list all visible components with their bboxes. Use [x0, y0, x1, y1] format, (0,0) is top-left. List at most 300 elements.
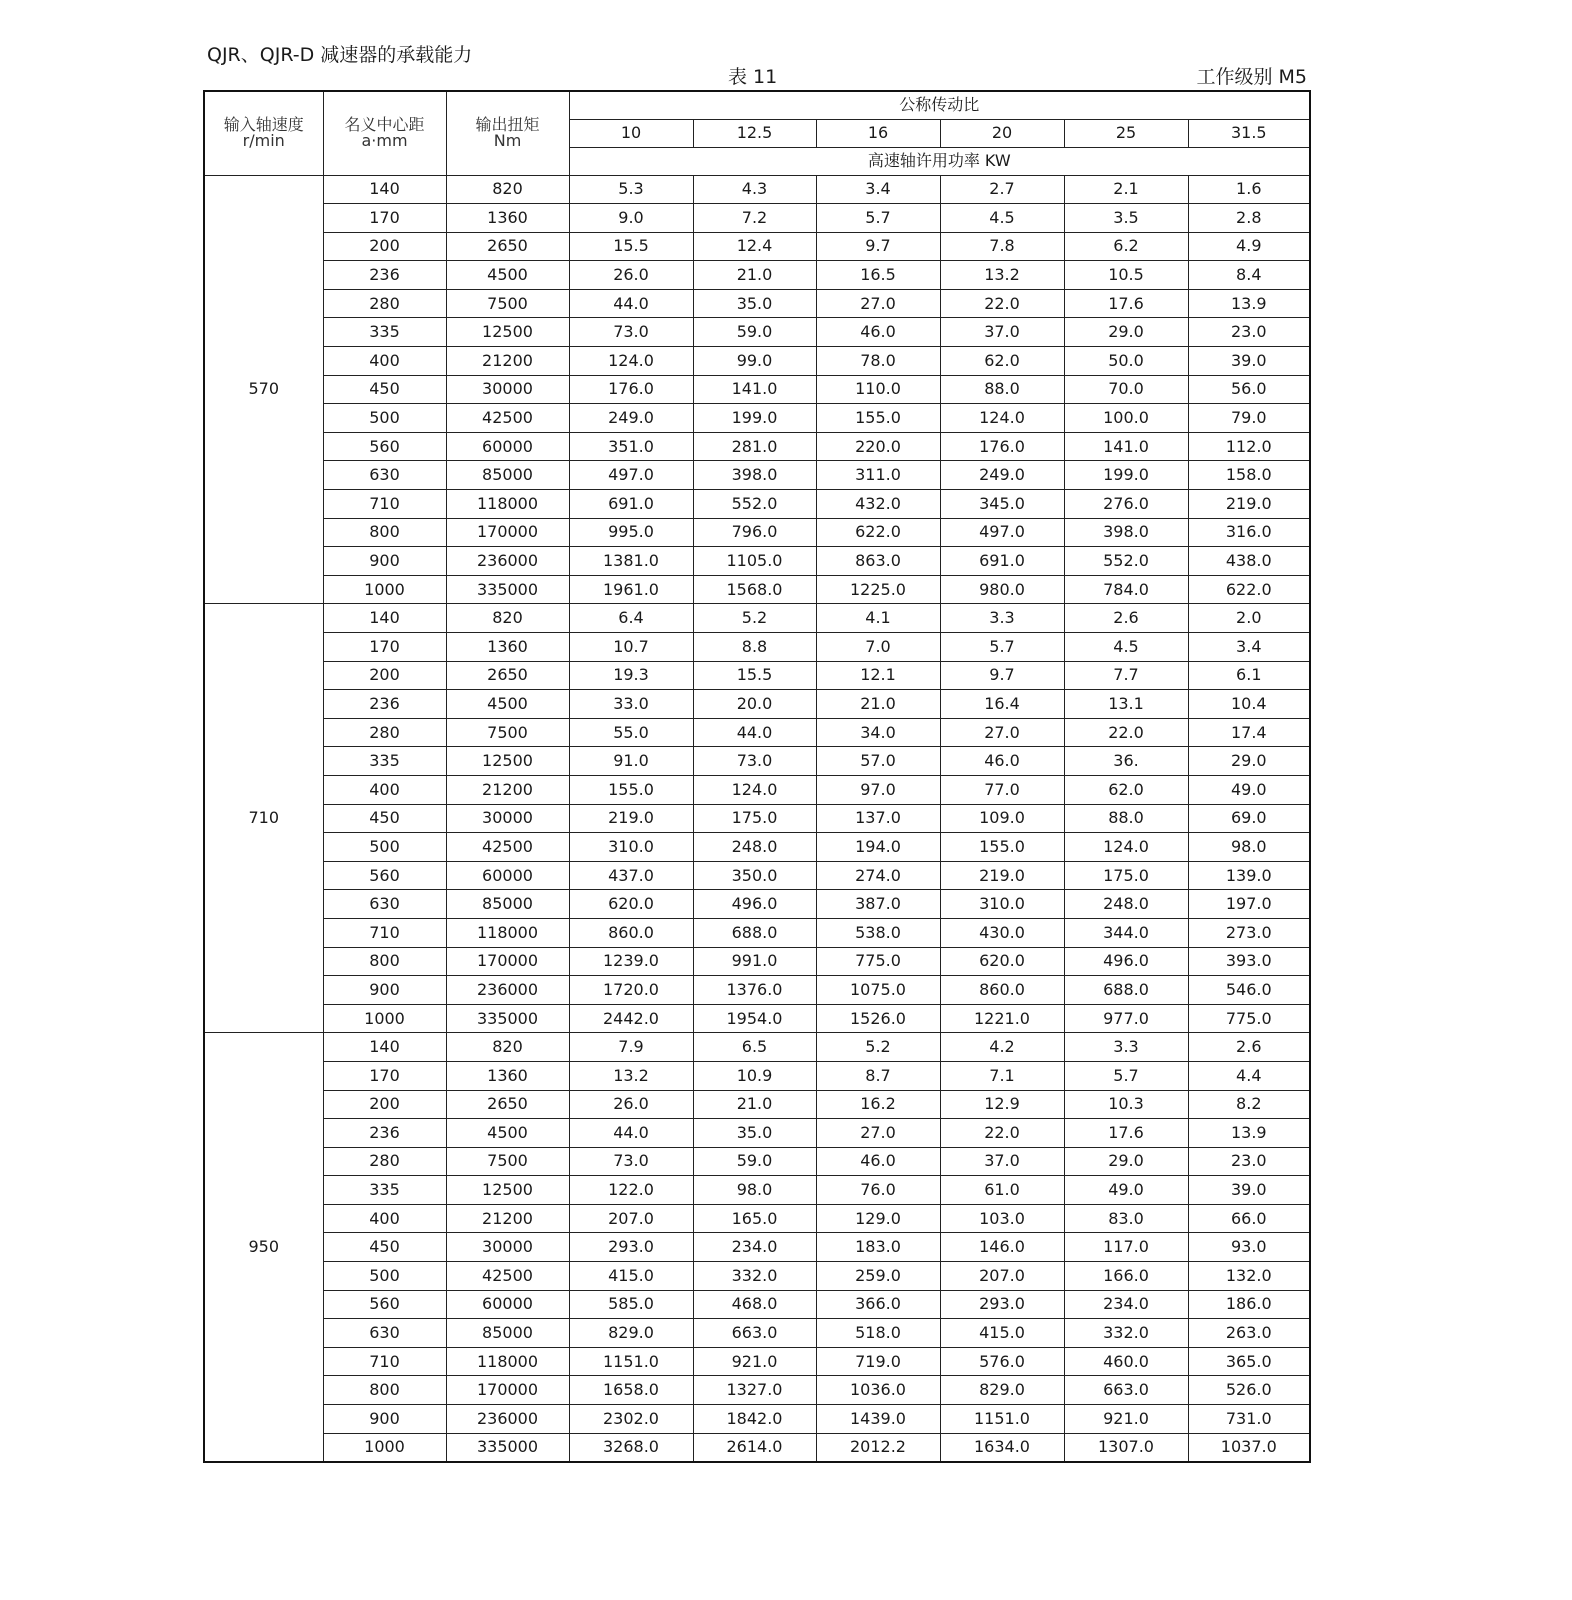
output-torque-cell: 85000 [446, 461, 569, 490]
power-cell: 13.9 [1188, 289, 1310, 318]
output-torque-cell: 60000 [446, 1290, 569, 1319]
power-cell: 194.0 [816, 833, 940, 862]
power-cell: 27.0 [816, 1119, 940, 1148]
power-cell: 345.0 [940, 490, 1064, 519]
table-row [204, 747, 1310, 776]
power-cell: 13.1 [1064, 690, 1188, 719]
power-cell: 70.0 [1064, 375, 1188, 404]
output-torque-cell: 2650 [446, 232, 569, 261]
power-cell: 1307.0 [1064, 1433, 1188, 1462]
table-row [204, 461, 1310, 490]
power-cell: 980.0 [940, 575, 1064, 604]
header-center-distance-label: 名义中心距 [344, 115, 425, 135]
power-cell: 293.0 [569, 1233, 693, 1262]
table-row [204, 1290, 1310, 1319]
power-cell: 1075.0 [816, 976, 940, 1005]
power-cell: 6.4 [569, 604, 693, 633]
power-cell: 350.0 [693, 861, 816, 890]
power-cell: 7.8 [940, 232, 1064, 261]
power-cell: 62.0 [1064, 775, 1188, 804]
power-cell: 7.7 [1064, 661, 1188, 690]
center-distance-cell: 335 [323, 747, 446, 776]
center-distance-cell: 400 [323, 775, 446, 804]
power-cell: 219.0 [569, 804, 693, 833]
output-torque-cell: 118000 [446, 1347, 569, 1376]
center-distance-cell: 280 [323, 1147, 446, 1176]
table-row [204, 1433, 1310, 1462]
power-cell: 365.0 [1188, 1347, 1310, 1376]
center-distance-cell: 450 [323, 375, 446, 404]
center-distance-cell: 200 [323, 661, 446, 690]
power-cell: 2.0 [1188, 604, 1310, 633]
power-cell: 2.6 [1188, 1033, 1310, 1062]
power-cell: 9.7 [940, 661, 1064, 690]
power-cell: 88.0 [1064, 804, 1188, 833]
power-cell: 620.0 [940, 947, 1064, 976]
output-torque-cell: 42500 [446, 833, 569, 862]
power-cell: 1105.0 [693, 547, 816, 576]
power-cell: 83.0 [1064, 1204, 1188, 1233]
power-cell: 991.0 [693, 947, 816, 976]
center-distance-cell: 280 [323, 718, 446, 747]
power-cell: 526.0 [1188, 1376, 1310, 1405]
output-torque-cell: 118000 [446, 918, 569, 947]
power-cell: 13.9 [1188, 1119, 1310, 1148]
output-torque-cell: 1360 [446, 204, 569, 233]
power-cell: 61.0 [940, 1176, 1064, 1205]
power-cell: 19.3 [569, 661, 693, 690]
center-distance-cell: 560 [323, 432, 446, 461]
power-cell: 166.0 [1064, 1262, 1188, 1291]
power-cell: 293.0 [940, 1290, 1064, 1319]
power-cell: 1221.0 [940, 1004, 1064, 1033]
output-torque-cell: 820 [446, 604, 569, 633]
output-torque-cell: 60000 [446, 432, 569, 461]
power-cell: 91.0 [569, 747, 693, 776]
power-cell: 1239.0 [569, 947, 693, 976]
power-cell: 29.0 [1064, 1147, 1188, 1176]
output-torque-cell: 7500 [446, 718, 569, 747]
output-torque-cell: 42500 [446, 1262, 569, 1291]
power-cell: 5.2 [816, 1033, 940, 1062]
output-torque-cell: 7500 [446, 289, 569, 318]
header-input-speed [204, 91, 323, 175]
power-cell: 316.0 [1188, 518, 1310, 547]
power-cell: 15.5 [569, 232, 693, 261]
table-row [204, 261, 1310, 290]
power-cell: 432.0 [816, 490, 940, 519]
power-cell: 4.1 [816, 604, 940, 633]
table-row [204, 1319, 1310, 1348]
output-torque-cell: 4500 [446, 261, 569, 290]
center-distance-cell: 400 [323, 347, 446, 376]
center-distance-cell: 140 [323, 175, 446, 204]
power-cell: 663.0 [1064, 1376, 1188, 1405]
output-torque-cell: 2650 [446, 661, 569, 690]
power-cell: 146.0 [940, 1233, 1064, 1262]
center-distance-cell: 800 [323, 1376, 446, 1405]
output-torque-cell: 12500 [446, 747, 569, 776]
table-row [204, 690, 1310, 719]
center-distance-cell: 500 [323, 404, 446, 433]
power-cell: 27.0 [816, 289, 940, 318]
load-capacity-table [203, 90, 1311, 1463]
power-cell: 197.0 [1188, 890, 1310, 919]
power-cell: 175.0 [693, 804, 816, 833]
center-distance-cell: 170 [323, 204, 446, 233]
power-cell: 2.8 [1188, 204, 1310, 233]
table-row [204, 833, 1310, 862]
power-cell: 5.7 [940, 633, 1064, 662]
output-torque-cell: 12500 [446, 1176, 569, 1205]
power-cell: 430.0 [940, 918, 1064, 947]
power-cell: 437.0 [569, 861, 693, 890]
power-cell: 2614.0 [693, 1433, 816, 1462]
power-cell: 93.0 [1188, 1233, 1310, 1262]
power-cell: 8.2 [1188, 1090, 1310, 1119]
power-cell: 438.0 [1188, 547, 1310, 576]
power-cell: 2302.0 [569, 1405, 693, 1434]
power-cell: 1.6 [1188, 175, 1310, 204]
center-distance-cell: 500 [323, 833, 446, 862]
table-row [204, 1004, 1310, 1033]
header-center-distance [323, 91, 446, 175]
power-cell: 688.0 [1064, 976, 1188, 1005]
table-row [204, 890, 1310, 919]
power-cell: 34.0 [816, 718, 940, 747]
output-torque-cell: 170000 [446, 518, 569, 547]
center-distance-cell: 800 [323, 947, 446, 976]
power-cell: 995.0 [569, 518, 693, 547]
power-cell: 132.0 [1188, 1262, 1310, 1291]
header-center-distance-unit: a·mm [361, 131, 408, 151]
table-row [204, 1090, 1310, 1119]
power-cell: 99.0 [693, 347, 816, 376]
power-cell: 546.0 [1188, 976, 1310, 1005]
power-cell: 155.0 [816, 404, 940, 433]
output-torque-cell: 236000 [446, 976, 569, 1005]
power-cell: 1037.0 [1188, 1433, 1310, 1462]
power-cell: 59.0 [693, 1147, 816, 1176]
power-cell: 141.0 [1064, 432, 1188, 461]
power-cell: 276.0 [1064, 490, 1188, 519]
center-distance-cell: 200 [323, 1090, 446, 1119]
power-cell: 112.0 [1188, 432, 1310, 461]
power-cell: 199.0 [693, 404, 816, 433]
table-row [204, 432, 1310, 461]
power-cell: 50.0 [1064, 347, 1188, 376]
center-distance-cell: 1000 [323, 1433, 446, 1462]
power-cell: 175.0 [1064, 861, 1188, 890]
power-cell: 56.0 [1188, 375, 1310, 404]
power-cell: 6.2 [1064, 232, 1188, 261]
power-cell: 165.0 [693, 1204, 816, 1233]
center-distance-cell: 236 [323, 1119, 446, 1148]
power-cell: 249.0 [569, 404, 693, 433]
power-cell: 585.0 [569, 1290, 693, 1319]
power-cell: 415.0 [569, 1262, 693, 1291]
power-cell: 176.0 [940, 432, 1064, 461]
center-distance-cell: 200 [323, 232, 446, 261]
power-cell: 2442.0 [569, 1004, 693, 1033]
power-cell: 1327.0 [693, 1376, 816, 1405]
power-cell: 860.0 [569, 918, 693, 947]
power-cell: 21.0 [693, 1090, 816, 1119]
table-row [204, 232, 1310, 261]
power-cell: 248.0 [693, 833, 816, 862]
power-cell: 393.0 [1188, 947, 1310, 976]
power-cell: 122.0 [569, 1176, 693, 1205]
table-row [204, 375, 1310, 404]
power-cell: 398.0 [693, 461, 816, 490]
power-cell: 13.2 [940, 261, 1064, 290]
center-distance-cell: 500 [323, 1262, 446, 1291]
power-cell: 5.2 [693, 604, 816, 633]
power-cell: 3.4 [816, 175, 940, 204]
power-cell: 5.3 [569, 175, 693, 204]
power-cell: 248.0 [1064, 890, 1188, 919]
table-row [204, 1147, 1310, 1176]
power-cell: 7.2 [693, 204, 816, 233]
power-cell: 10.7 [569, 633, 693, 662]
power-cell: 344.0 [1064, 918, 1188, 947]
power-cell: 310.0 [569, 833, 693, 862]
output-torque-cell: 60000 [446, 861, 569, 890]
header-nominal-ratio: 公称传动比 [569, 91, 1310, 119]
power-cell: 281.0 [693, 432, 816, 461]
table-row [204, 1119, 1310, 1148]
power-cell: 7.9 [569, 1033, 693, 1062]
power-cell: 576.0 [940, 1347, 1064, 1376]
power-cell: 55.0 [569, 718, 693, 747]
center-distance-cell: 710 [323, 1347, 446, 1376]
power-cell: 829.0 [569, 1319, 693, 1348]
power-cell: 622.0 [816, 518, 940, 547]
center-distance-cell: 630 [323, 461, 446, 490]
output-torque-cell: 118000 [446, 490, 569, 519]
output-torque-cell: 820 [446, 175, 569, 204]
power-cell: 398.0 [1064, 518, 1188, 547]
power-cell: 12.1 [816, 661, 940, 690]
power-cell: 15.5 [693, 661, 816, 690]
power-cell: 2012.2 [816, 1433, 940, 1462]
power-cell: 76.0 [816, 1176, 940, 1205]
power-cell: 3.3 [940, 604, 1064, 633]
power-cell: 273.0 [1188, 918, 1310, 947]
power-cell: 691.0 [940, 547, 1064, 576]
power-cell: 27.0 [940, 718, 1064, 747]
power-cell: 98.0 [1188, 833, 1310, 862]
power-cell: 16.5 [816, 261, 940, 290]
center-distance-cell: 1000 [323, 575, 446, 604]
power-cell: 1842.0 [693, 1405, 816, 1434]
center-distance-cell: 560 [323, 861, 446, 890]
power-cell: 22.0 [940, 289, 1064, 318]
power-cell: 1954.0 [693, 1004, 816, 1033]
power-cell: 249.0 [940, 461, 1064, 490]
power-cell: 219.0 [1188, 490, 1310, 519]
table-row [204, 490, 1310, 519]
power-cell: 1961.0 [569, 575, 693, 604]
center-distance-cell: 560 [323, 1290, 446, 1319]
power-cell: 22.0 [1064, 718, 1188, 747]
power-cell: 23.0 [1188, 318, 1310, 347]
input-speed-cell: 950 [204, 1033, 323, 1462]
header-ratio: 20 [940, 119, 1064, 147]
power-cell: 46.0 [816, 318, 940, 347]
power-cell: 186.0 [1188, 1290, 1310, 1319]
power-cell: 8.8 [693, 633, 816, 662]
table-row [204, 1033, 1310, 1062]
power-cell: 20.0 [693, 690, 816, 719]
power-cell: 1658.0 [569, 1376, 693, 1405]
power-cell: 1720.0 [569, 976, 693, 1005]
power-cell: 263.0 [1188, 1319, 1310, 1348]
output-torque-cell: 2650 [446, 1090, 569, 1119]
power-cell: 921.0 [1064, 1405, 1188, 1434]
power-cell: 415.0 [940, 1319, 1064, 1348]
header-input-speed-unit: r/min [242, 131, 285, 151]
center-distance-cell: 900 [323, 547, 446, 576]
power-cell: 4.2 [940, 1033, 1064, 1062]
power-cell: 124.0 [693, 775, 816, 804]
output-torque-cell: 335000 [446, 1004, 569, 1033]
output-torque-cell: 30000 [446, 375, 569, 404]
power-cell: 3.4 [1188, 633, 1310, 662]
center-distance-cell: 236 [323, 261, 446, 290]
header-ratio: 10 [569, 119, 693, 147]
power-cell: 66.0 [1188, 1204, 1310, 1233]
power-cell: 863.0 [816, 547, 940, 576]
power-cell: 234.0 [1064, 1290, 1188, 1319]
power-cell: 22.0 [940, 1119, 1064, 1148]
power-cell: 98.0 [693, 1176, 816, 1205]
power-cell: 100.0 [1064, 404, 1188, 433]
power-cell: 39.0 [1188, 347, 1310, 376]
power-cell: 3268.0 [569, 1433, 693, 1462]
power-cell: 103.0 [940, 1204, 1064, 1233]
center-distance-cell: 450 [323, 1233, 446, 1262]
header-ratio: 31.5 [1188, 119, 1310, 147]
output-torque-cell: 21200 [446, 1204, 569, 1233]
power-cell: 33.0 [569, 690, 693, 719]
power-cell: 4.4 [1188, 1061, 1310, 1090]
power-cell: 158.0 [1188, 461, 1310, 490]
table-row [204, 204, 1310, 233]
power-cell: 9.0 [569, 204, 693, 233]
power-cell: 796.0 [693, 518, 816, 547]
table-row [204, 575, 1310, 604]
power-cell: 731.0 [1188, 1405, 1310, 1434]
center-distance-cell: 900 [323, 1405, 446, 1434]
center-distance-cell: 630 [323, 1319, 446, 1348]
power-cell: 155.0 [940, 833, 1064, 862]
output-torque-cell: 4500 [446, 1119, 569, 1148]
power-cell: 29.0 [1188, 747, 1310, 776]
power-cell: 829.0 [940, 1376, 1064, 1405]
power-cell: 538.0 [816, 918, 940, 947]
power-cell: 59.0 [693, 318, 816, 347]
power-cell: 77.0 [940, 775, 1064, 804]
power-cell: 497.0 [940, 518, 1064, 547]
power-cell: 860.0 [940, 976, 1064, 1005]
power-cell: 3.5 [1064, 204, 1188, 233]
output-torque-cell: 21200 [446, 775, 569, 804]
power-cell: 274.0 [816, 861, 940, 890]
center-distance-cell: 710 [323, 918, 446, 947]
power-cell: 1526.0 [816, 1004, 940, 1033]
power-cell: 1634.0 [940, 1433, 1064, 1462]
power-cell: 332.0 [1064, 1319, 1188, 1348]
power-cell: 460.0 [1064, 1347, 1188, 1376]
power-cell: 1151.0 [940, 1405, 1064, 1434]
power-cell: 496.0 [1064, 947, 1188, 976]
output-torque-cell: 335000 [446, 1433, 569, 1462]
power-cell: 17.6 [1064, 289, 1188, 318]
power-cell: 17.4 [1188, 718, 1310, 747]
power-cell: 219.0 [940, 861, 1064, 890]
center-distance-cell: 280 [323, 289, 446, 318]
power-cell: 117.0 [1064, 1233, 1188, 1262]
header-ratio: 12.5 [693, 119, 816, 147]
power-cell: 46.0 [940, 747, 1064, 776]
power-cell: 37.0 [940, 318, 1064, 347]
power-cell: 124.0 [940, 404, 1064, 433]
power-cell: 518.0 [816, 1319, 940, 1348]
power-cell: 46.0 [816, 1147, 940, 1176]
center-distance-cell: 1000 [323, 1004, 446, 1033]
power-cell: 155.0 [569, 775, 693, 804]
header-input-speed-label: 输入轴速度 [223, 115, 304, 135]
power-cell: 8.4 [1188, 261, 1310, 290]
center-distance-cell: 140 [323, 604, 446, 633]
header-power-label: 高速轴许用功率 KW [569, 147, 1310, 175]
power-cell: 4.9 [1188, 232, 1310, 261]
center-distance-cell: 800 [323, 518, 446, 547]
center-distance-cell: 450 [323, 804, 446, 833]
header-output-torque [446, 91, 569, 175]
power-cell: 110.0 [816, 375, 940, 404]
power-cell: 5.7 [1064, 1061, 1188, 1090]
power-cell: 6.1 [1188, 661, 1310, 690]
power-cell: 183.0 [816, 1233, 940, 1262]
output-torque-cell: 170000 [446, 1376, 569, 1405]
power-cell: 39.0 [1188, 1176, 1310, 1205]
power-cell: 35.0 [693, 1119, 816, 1148]
table-row [204, 547, 1310, 576]
power-cell: 73.0 [569, 318, 693, 347]
table-row [204, 1061, 1310, 1090]
table-row [204, 404, 1310, 433]
power-cell: 4.5 [940, 204, 1064, 233]
output-torque-cell: 21200 [446, 347, 569, 376]
power-cell: 5.7 [816, 204, 940, 233]
table-row [204, 1405, 1310, 1434]
output-torque-cell: 85000 [446, 890, 569, 919]
header-ratio: 25 [1064, 119, 1188, 147]
power-cell: 17.6 [1064, 1119, 1188, 1148]
table-row [204, 918, 1310, 947]
table-row [204, 661, 1310, 690]
power-cell: 8.7 [816, 1061, 940, 1090]
power-cell: 16.2 [816, 1090, 940, 1119]
power-cell: 36. [1064, 747, 1188, 776]
power-cell: 44.0 [569, 1119, 693, 1148]
output-torque-cell: 4500 [446, 690, 569, 719]
center-distance-cell: 170 [323, 633, 446, 662]
table-row [204, 804, 1310, 833]
power-cell: 366.0 [816, 1290, 940, 1319]
